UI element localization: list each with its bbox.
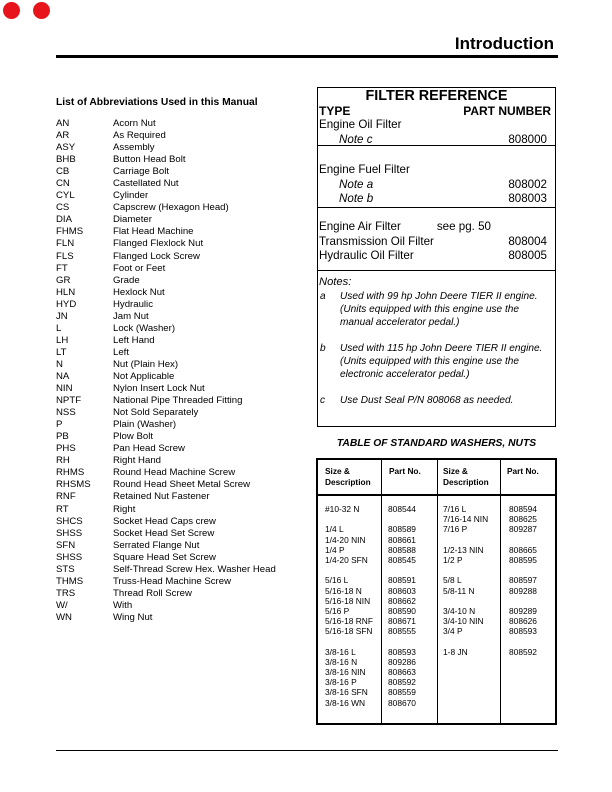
part-number-cell: 808665 [509,544,537,555]
size-description-cell: 5/8-11 N [443,585,475,596]
column-divider [500,460,501,723]
abbreviation-meaning: Not Sold Separately [113,407,199,419]
part-number-cell [388,514,416,524]
part-number-cell [388,565,416,575]
abbreviation-meaning: Hexlock Nut [113,286,165,298]
right-part-column [509,504,537,657]
abbreviation-code: RHSMS [56,479,91,491]
engine-fuel-note-b-row [318,192,555,207]
size-description-cell: 3/4 P [443,626,463,637]
abbreviation-meaning: Capscrew (Hexagon Head) [113,202,229,214]
part-number-cell: 809287 [509,524,537,535]
abbreviation-code: HLN [56,286,76,298]
engine-oil-filter-label: Engine Oil Filter [319,118,402,131]
abbreviation-code: ASY [56,142,76,154]
abbreviation-meaning: Lock (Washer) [113,322,176,334]
abbreviation-row [56,142,276,154]
size-description-cell [325,565,373,575]
abbreviation-code: SHSS [56,527,83,539]
column-divider [381,460,382,723]
abbreviation-meaning: Carriage Bolt [113,166,169,178]
abbreviation-code: CB [56,166,70,178]
size-description-cell [443,596,488,606]
abbreviation-code: WN [56,611,72,623]
engine-oil-filter-row [318,118,555,133]
size-description-cell: 5/16-18 RNF [325,616,373,627]
abbreviation-meaning: Acorn Nut [113,118,156,129]
abbreviation-code: HYD [56,298,77,310]
abbreviation-meaning: Pan Head Screw [113,443,185,455]
hydraulic-oil-filter-row [318,249,555,264]
abbreviation-row [56,516,276,528]
abbreviation-meaning: Right [113,503,136,515]
abbreviation-row [56,130,276,142]
size-description-cell: 5/16-18 N [325,585,362,596]
size-description-cell: 7/16 P [443,524,468,535]
engine-fuel-note-a-row [318,178,555,193]
washer-table-title: TABLE OF STANDARD WASHERS, NUTS [336,438,537,449]
part-number-cell [509,535,537,545]
abbreviations-heading: List of Abbreviations Used in this Manual [56,97,258,108]
abbreviation-row [56,118,276,130]
size-description-cell: 7/16 L [443,504,467,514]
filter-reference-box [317,87,556,427]
size-description-cell: 1/2 P [443,554,463,565]
abbreviation-row [56,540,276,552]
part-number-cell: 808662 [388,595,416,606]
part-number-cell: 808594 [509,504,537,514]
abbreviation-row [56,323,276,335]
engine-air-filter-reference: see pg. 50 [436,220,491,233]
abbreviation-meaning: Plain (Washer) [113,419,177,431]
size-description-cell [325,636,373,646]
part-no-header: Part No. [507,466,539,476]
part-number-cell [509,596,537,606]
filter-notes-section [318,275,555,407]
engine-oil-note-label: Note c [339,132,373,146]
transmission-oil-filter-label: Transmission Oil Filter [319,234,434,248]
abbreviation-row [56,600,276,612]
abbreviation-code: BHB [56,154,76,166]
part-number-column-header: PART NUMBER [463,104,551,118]
abbreviation-row [56,431,276,443]
abbreviation-row [56,359,276,371]
title-divider [56,55,558,58]
abbreviation-meaning: Left [113,346,130,358]
abbreviation-code: FLN [56,238,75,250]
fuel-note-b-part-number: 808003 [508,192,547,205]
note-b-text: Used with 115 hp John Deere TIER II engine. (Units equipped with this engine use the electronic accelerator pedal.) [340,343,543,380]
abbreviation-row [56,588,276,600]
abbreviation-meaning: Cylinder [113,190,149,202]
abbreviation-code: P [56,419,63,431]
engine-fuel-filter-row [318,163,555,178]
abbreviation-code: W/ [56,599,68,611]
abbreviation-code: NIN [56,383,73,395]
engine-air-filter-row [318,220,555,235]
abbreviation-meaning: Flanged Lock Screw [113,250,200,262]
note-a-text: Used with 99 hp John Deere TIER II engine. (Units equipped with this engine use the manual accelerator pedal.) [340,291,538,328]
abbreviation-row [56,299,276,311]
abbreviation-code: CS [56,202,70,214]
size-description-header: Size & Description [325,466,371,487]
part-number-cell: 808592 [509,646,537,657]
abbreviation-row [56,238,276,250]
abbreviation-code: STS [56,563,75,575]
abbreviation-code: SHCS [56,515,83,527]
right-size-column [443,504,488,657]
abbreviation-meaning: Button Head Bolt [113,154,186,166]
abbreviation-code: AR [56,130,70,142]
abbreviation-meaning: Thread Roll Screw [113,587,192,599]
part-number-cell [509,636,537,646]
abbreviation-code: N [56,358,63,370]
abbreviation-code: RH [56,455,70,467]
abbreviation-code: FHMS [56,226,84,238]
size-description-cell: 1/4-20 NIN [325,534,366,545]
part-number-cell: 808592 [388,677,416,688]
abbreviation-code: NPTF [56,395,82,407]
size-description-cell [443,535,488,545]
size-description-cell: 3/8-16 NIN [325,667,366,677]
abbreviation-row [56,612,276,624]
abbreviation-code: RHMS [56,467,85,479]
engine-fuel-filter-label: Engine Fuel Filter [319,163,410,176]
abbreviation-code: LH [56,334,69,346]
note-b [318,342,555,381]
size-description-cell: 1/4 P [325,544,345,555]
abbreviation-meaning: Plow Bolt [113,431,153,443]
abbreviation-meaning: Socket Head Caps crew [113,515,216,527]
part-number-cell: 808670 [388,697,416,708]
part-number-cell: 809286 [388,656,416,667]
part-number-cell: 809289 [509,605,537,616]
abbreviation-row [56,263,276,275]
abbreviation-meaning: Nylon Insert Lock Nut [113,383,205,395]
abbreviation-row [56,443,276,455]
abbreviation-meaning: Foot or Feet [113,262,166,274]
abbreviation-code: SFN [56,539,76,551]
abbreviation-meaning: Flat Head Machine [113,226,194,238]
size-description-cell [443,565,488,575]
abbreviation-row [56,347,276,359]
hydraulic-oil-filter-label: Hydraulic Oil Filter [319,249,414,262]
size-description-cell: 5/16 P [325,605,350,616]
part-number-cell: 808597 [509,575,537,586]
size-description-cell: 5/8 L [443,575,462,586]
size-description-cell: 3/8-16 WN [325,697,366,708]
size-description-cell: 5/16-18 SFN [325,626,373,637]
abbreviation-row [56,491,276,503]
part-number-cell: 809288 [509,585,537,596]
abbreviation-code: SHSS [56,551,83,563]
abbreviation-row [56,419,276,431]
abbreviation-row [56,190,276,202]
size-description-cell: 3/8-16 L [325,646,356,657]
abbreviation-row [56,226,276,238]
abbreviation-meaning: Not Applicable [113,370,175,382]
abbreviation-row [56,251,276,263]
part-number-cell: 808603 [388,585,416,596]
abbreviation-row [56,154,276,166]
abbreviation-meaning: National Pipe Threaded Fitting [113,395,243,407]
note-b-letter: b [320,343,326,354]
abbreviation-row [56,287,276,299]
abbreviation-meaning: Diameter [113,214,152,226]
note-a [318,290,555,329]
engine-air-filter-label: Engine Air Filter [319,220,401,233]
filter-header-row [318,104,555,118]
filter-reference-title: FILTER REFERENCE [365,88,508,104]
part-no-header: Part No. [389,466,421,476]
size-description-cell: 5/16-18 NIN [325,595,371,606]
abbreviation-row [56,371,276,383]
abbreviation-code: NA [56,370,70,382]
notes-label: Notes: [319,276,352,288]
fuel-note-a-label: Note a [339,177,374,191]
abbreviation-meaning: Jam Nut [113,310,149,322]
abbreviation-code: FT [56,262,68,274]
abbreviation-meaning: Right Hand [113,455,161,467]
abbreviation-code: RT [56,503,69,515]
abbreviation-row [56,383,276,395]
abbreviation-meaning: Assembly [113,142,155,154]
abbreviation-meaning: Castellated Nut [113,178,179,190]
column-divider [437,460,438,723]
part-number-cell: 808559 [388,687,416,698]
abbreviation-code: LT [56,346,67,358]
red-dot-right [33,2,50,19]
abbreviation-meaning: Truss-Head Machine Screw [113,575,232,587]
abbreviation-meaning: Flanged Flexlock Nut [113,238,204,250]
abbreviation-row [56,395,276,407]
abbreviation-row [56,335,276,347]
fuel-note-b-label: Note b [339,192,374,205]
size-description-cell: 1-8 JN [443,646,468,657]
abbreviation-code: CN [56,178,70,190]
size-description-header: Size & Description [443,466,489,487]
abbreviation-meaning: Grade [113,274,140,286]
part-number-cell [388,636,416,646]
abbreviation-code: L [56,322,62,334]
type-column-header: TYPE [319,104,351,118]
engine-oil-filter-note-row [318,133,555,148]
abbreviation-row [56,407,276,419]
part-number-cell: 808593 [388,646,416,657]
abbreviation-row [56,214,276,226]
transmission-oil-filter-row [318,235,555,250]
left-size-column [325,504,373,708]
size-description-cell: 3/4-10 N [443,605,476,616]
part-number-cell: 808555 [388,626,416,637]
abbreviation-meaning: Self-Thread Screw Hex. Washer Head [113,563,276,575]
abbreviation-meaning: Round Head Sheet Metal Screw [113,479,251,491]
abbreviation-code: PB [56,431,69,443]
part-number-cell: 808663 [388,667,416,677]
part-number-cell: 808661 [388,534,416,545]
abbreviation-code: NSS [56,407,76,419]
part-number-cell: 808591 [388,575,416,586]
part-number-cell: 808593 [509,626,537,637]
abbreviation-row [56,467,276,479]
abbreviation-code: GR [56,274,71,286]
size-description-cell: 1/4-20 SFN [325,554,368,565]
abbreviation-meaning: With [113,599,133,611]
abbreviation-code: FLS [56,250,74,262]
left-part-column [388,504,416,708]
part-number-cell: 808595 [509,554,537,565]
abbreviation-meaning: As Required [113,130,166,142]
part-number-cell [509,565,537,575]
abbreviation-row [56,311,276,323]
size-description-cell: 3/4-10 NIN [443,616,484,627]
size-description-cell: 7/16-14 NIN [443,514,489,525]
size-description-cell: 3/8-16 P [325,677,357,688]
abbreviation-row [56,504,276,516]
abbreviation-row [56,178,276,190]
size-description-cell: #10-32 N [325,504,360,514]
part-number-cell: 808626 [509,616,537,627]
abbreviation-meaning: Round Head Machine Screw [113,467,236,479]
transmission-oil-part-number: 808004 [508,234,547,248]
abbreviation-code: CYL [56,190,75,202]
size-description-cell [443,636,488,646]
abbreviation-meaning: Hydraulic [113,298,153,310]
size-description-cell: 1/4 L [325,524,344,535]
note-c [318,394,555,407]
abbreviation-row [56,275,276,287]
abbreviation-code: PHS [56,443,76,455]
abbreviation-code: DIA [56,214,72,226]
hydraulic-oil-part-number: 808005 [508,249,547,262]
note-c-text: Use Dust Seal P/N 808068 as needed. [340,395,514,406]
abbreviation-meaning: Left Hand [113,334,155,346]
washer-table [316,458,557,725]
abbreviation-meaning: Socket Head Set Screw [113,527,215,539]
engine-oil-part-number: 808000 [508,132,547,146]
part-number-cell: 808625 [509,514,537,525]
part-number-cell: 808588 [388,544,416,555]
fuel-note-a-part-number: 808002 [508,177,547,191]
abbreviation-row [56,479,276,491]
part-number-cell: 808671 [388,616,416,627]
abbreviation-row [56,202,276,214]
abbreviation-code: AN [56,118,70,129]
footer-divider [56,750,558,751]
part-number-cell: 808545 [388,554,416,565]
abbreviation-row [56,528,276,540]
abbreviation-row [56,564,276,576]
size-description-cell: 3/8-16 N [325,656,358,667]
part-number-cell: 808590 [388,605,416,616]
part-number-cell: 808544 [388,504,416,514]
abbreviation-meaning: Nut (Plain Hex) [113,358,179,370]
size-description-cell: 1/2-13 NIN [443,544,484,555]
abbreviation-meaning: Wing Nut [113,611,153,623]
abbreviation-meaning: Square Head Set Screw [113,551,216,563]
abbreviation-code: RNF [56,491,76,503]
abbreviation-meaning: Serrated Flange Nut [113,539,200,551]
abbreviation-row [56,166,276,178]
abbreviation-code: TRS [56,587,76,599]
note-c-letter: c [320,395,326,406]
abbreviation-code: JN [56,310,68,322]
abbreviation-code: THMS [56,575,84,587]
abbreviation-row [56,576,276,588]
abbreviations-list [56,118,276,624]
abbreviation-meaning: Retained Nut Fastener [113,491,210,503]
part-number-cell: 808589 [388,524,416,535]
abbreviation-row [56,455,276,467]
abbreviation-row [56,552,276,564]
size-description-cell: 5/16 L [325,575,349,586]
red-dot-left [3,2,20,19]
note-a-letter: a [320,291,326,302]
size-description-cell [325,514,373,524]
page-title: Introduction [454,34,554,53]
size-description-cell: 3/8-16 SFN [325,687,368,698]
